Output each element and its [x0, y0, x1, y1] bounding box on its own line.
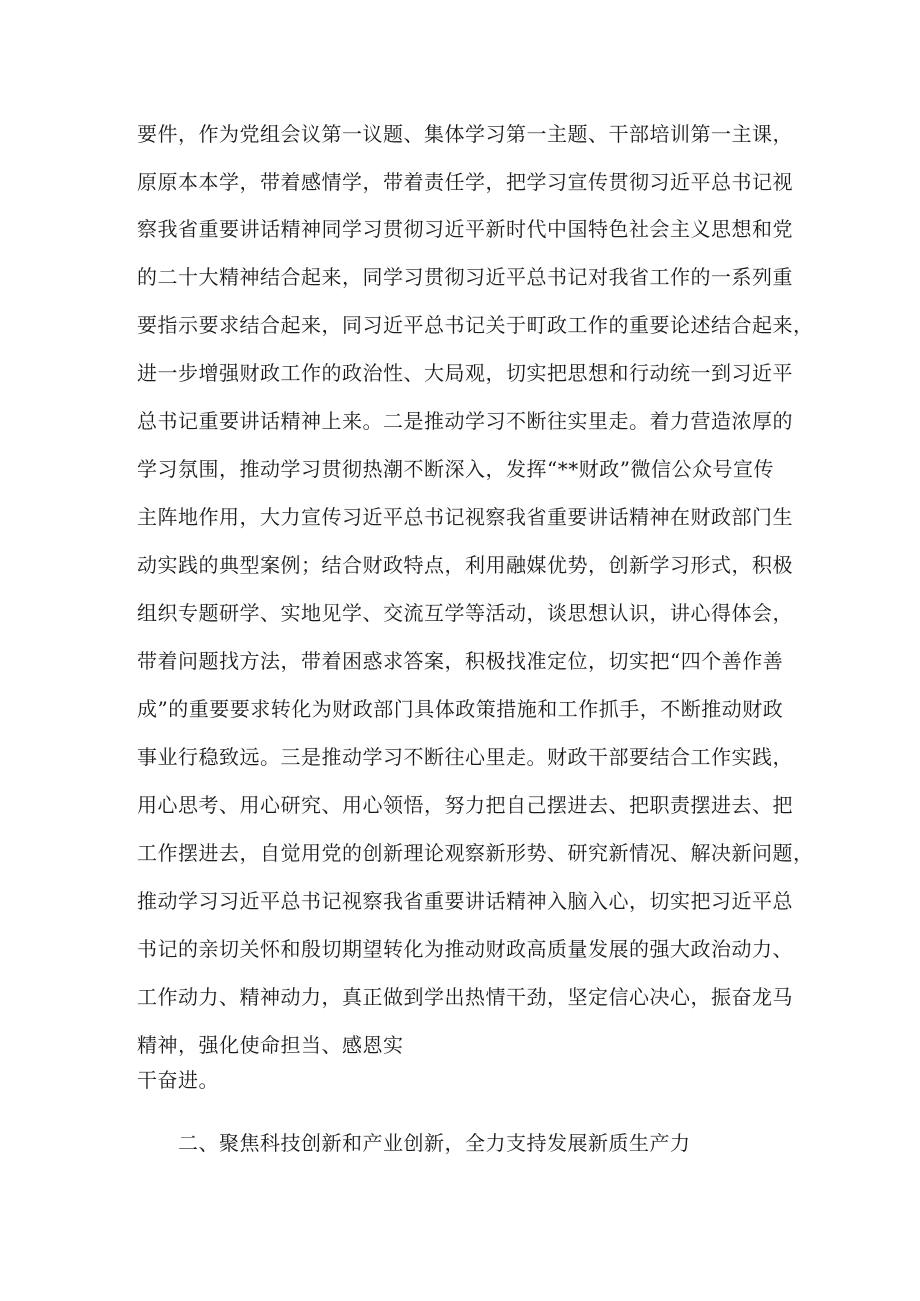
- paragraph-line: 主阵地作用，大力宣传习近平总书记视察我省重要讲话精神在财政部门生: [137, 505, 793, 529]
- paragraph-line: 要件，作为党组会议第一议题、集体学习第一主题、干部培训第一主课，: [137, 122, 793, 146]
- paragraph-line: 工作动力、精神动力，真正做到学出热情干劲，坚定信心决心，振奋龙马: [137, 985, 793, 1009]
- paragraph-line: 事业行稳致远。三是推动学习不断往心里走。财政干部要结合工作实践，: [137, 745, 793, 769]
- paragraph-line: 总书记重要讲话精神上来。二是推动学习不断往实里走。着力营造浓厚的: [137, 409, 793, 433]
- paragraph-line: 工作摆进去，自觉用党的创新理论观察新形势、研究新情况、解决新问题，: [137, 841, 814, 865]
- paragraph-line: 学习氛围，推动学习贯彻热潮不断深入，发挥“**财政”微信公众号宣传: [137, 457, 774, 481]
- paragraph-line: 进一步增强财政工作的政治性、大局观，切实把思想和行动统一到习近平: [137, 361, 793, 385]
- paragraph-line: 要指示要求结合起来，同习近平总书记关于町政工作的重要论述结合起来，: [137, 313, 814, 337]
- paragraph-line: 精神，强化使命担当、感恩实: [137, 1033, 404, 1057]
- paragraph-line: 书记的亲切关怀和殷切期望转化为推动财政高质量发展的强大政治动力、: [137, 937, 793, 961]
- paragraph-line: 成”的重要要求转化为财政部门具体政策措施和工作抓手，不断推动财政: [137, 697, 784, 721]
- paragraph-line: 用心思考、用心研究、用心领悟，努力把自己摆进去、把职责摆进去、把: [137, 793, 793, 817]
- paragraph-line: 的二十大精神结合起来，同学习贯彻习近平总书记对我省工作的一系列重: [137, 265, 793, 289]
- paragraph-line: 察我省重要讲话精神同学习贯彻习近平新时代中国特色社会主义思想和党: [137, 217, 793, 241]
- paragraph-line: 动实践的典型案例；结合财政特点，利用融媒优势，创新学习形式，积极: [137, 553, 793, 577]
- section-heading: 二、聚焦科技创新和产业创新，全力支持发展新质生产力: [178, 1131, 691, 1155]
- paragraph-line: 带着问题找方法，带着困惑求答案，积极找准定位，切实把“四个善作善: [137, 649, 784, 673]
- paragraph-line: 原原本本学，带着感情学，带着责任学，把学习宣传贯彻习近平总书记视: [137, 170, 793, 194]
- paragraph-line: 组织专题研学、实地见学、交流互学等活动，谈思想认识，讲心得体会，: [137, 601, 793, 625]
- paragraph-line: 推动学习习近平总书记视察我省重要讲话精神入脑入心，切实把习近平总: [137, 889, 793, 913]
- paragraph-line: 干奋进。: [137, 1068, 219, 1092]
